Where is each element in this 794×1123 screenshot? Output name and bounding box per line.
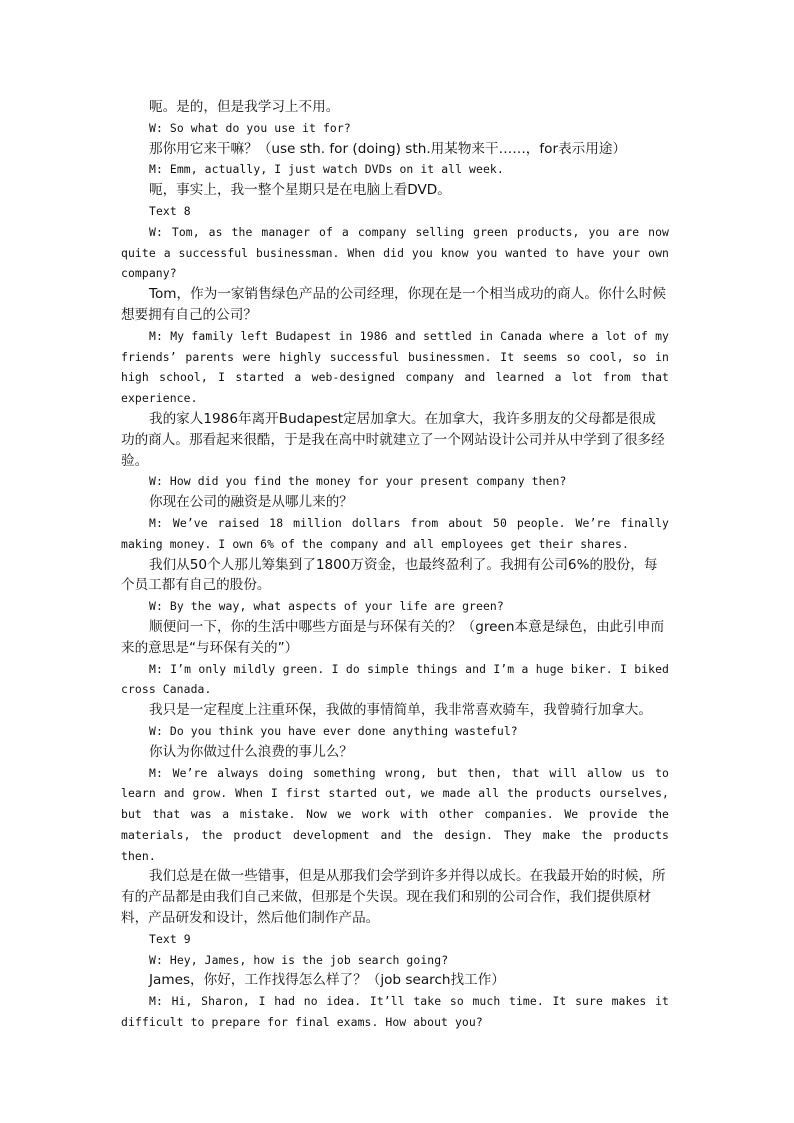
translation-paragraph: 你现在公司的融资是从哪儿来的？ [149, 494, 353, 511]
translation-paragraph: 我只是一定程度上注重环保，我做的事情简单，我非常喜欢骑车，我曾骑行加拿大。 [149, 702, 652, 719]
translation-paragraph: 我的家人1986年离开Budapest定居加拿大。在加拿大，我许多朋友的父母都是很成功的商人。那看起来很酷，于是我在高中时就建立了一个网站设计公司并从中学到了很多经验。 [121, 410, 665, 469]
dialogue-line: W: Do you think you have ever done anything wasteful? [149, 723, 518, 738]
document-page [121, 97, 676, 1033]
translation-paragraph: 顺便问一下，你的生活中哪些方面是与环保有关的？（green本意是绿色，由此引申而来的意思是“与环保有关的”） [121, 618, 665, 656]
translation-paragraph: James，你好，工作找得怎么样了？（job search找工作） [149, 972, 505, 989]
translation-paragraph: 我们总是在做一些错事，但是从那我们会学到许多并得以成长。在我最开始的时候，所有的产品都是由我们自己来做，但那是个失误。现在我们和别的公司合作，我们提供原材料，产品研发和设计，然后他们制作产品。 [121, 868, 666, 927]
dialogue-line: M: I’m only mildly green. I do simple things and I’m a huge biker. I biked cross Canada. [121, 661, 676, 697]
translation-paragraph: 呃，事实上，我一整个星期只是在电脑上看DVD。 [149, 182, 451, 199]
dialogue-line: W: How did you find the money for your present company then? [149, 474, 567, 489]
translation-paragraph: 你认为你做过什么浪费的事儿么？ [149, 743, 353, 760]
translation-paragraph: 呃。是的，但是我学习上不用。 [149, 99, 340, 115]
translation-paragraph: 那你用它来干嘛？（use sth. for (doing) sth.用某物来干……，for表示用途） [149, 140, 627, 157]
dialogue-line: M: We’ve raised 18 million dollars from about 50 people. We’re finally making money. I own 6% of the company and all employees get their shares. [121, 515, 676, 551]
dialogue-line: M: Emm, actually, I just watch DVDs on it all week. [149, 162, 504, 177]
dialogue-line: W: Tom, as the manager of a company selling green products, you are now quite a successful businessman. When did you know you wanted to have your own company? [121, 224, 676, 281]
dialogue-line: W: By the way, what aspects of your life are green? [149, 599, 504, 614]
section-heading: Text 8 [149, 203, 191, 218]
dialogue-line: M: My family left Budapest in 1986 and settled in Canada where a lot of my friends’ parents were highly successful businessmen. It seems so cool, so in high school, I started a web-designed company and learned a lot from that experience. [121, 328, 676, 406]
section-heading: Text 9 [149, 931, 191, 946]
dialogue-line: W: Hey, James, how is the job search going? [149, 952, 449, 967]
dialogue-line: W: So what do you use it for? [149, 120, 351, 135]
translation-paragraph: 我们从50个人那儿筹集到了1800万资金，也最终盈利了。我拥有公司6%的股份，每个员工都有自己的股份。 [121, 556, 658, 594]
translation-paragraph: Tom，作为一家销售绿色产品的公司经理，你现在是一个相当成功的商人。你什么时候想要拥有自己的公司？ [121, 286, 666, 323]
dialogue-line: M: Hi, Sharon, I had no idea. It’ll take so much time. It sure makes it difficult to prepare for final exams. How about you? [121, 994, 676, 1030]
dialogue-line: M: We’re always doing something wrong, but then, that will allow us to learn and grow. When I first started out, we made all the products ourselves, but that was a mistake. Now we work with other companies. We provide the materials, the product development and the design. They make the products then. [121, 765, 676, 863]
